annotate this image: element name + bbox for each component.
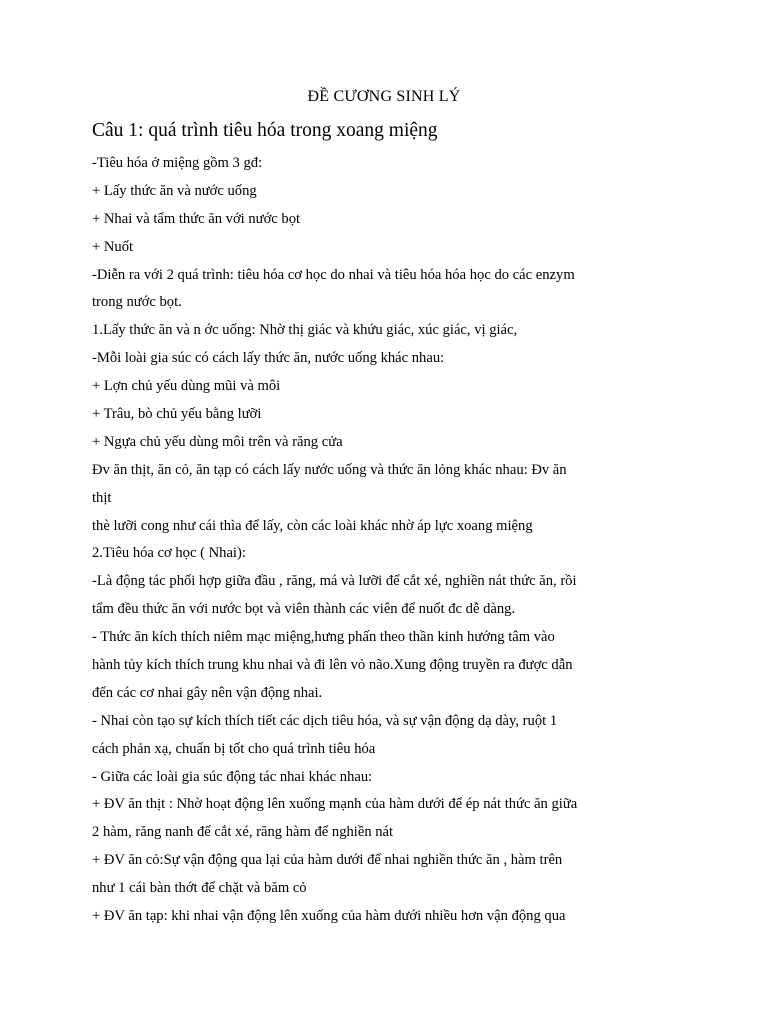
text-line: - Giữa các loài gia súc động tác nhai khác nhau: bbox=[92, 768, 373, 785]
text-line: trong nước bọt. bbox=[92, 294, 182, 311]
text-line: -Tiêu hóa ở miệng gồm 3 gđ: bbox=[92, 155, 263, 171]
text-line: thịt bbox=[92, 489, 112, 506]
text-line: + ĐV ăn tạp: khi nhai vận động lên xuống của hàm dưới nhiều hơn vận động qua bbox=[92, 908, 566, 925]
text-line: 2 hàm, răng nanh để cắt xé, răng hàm để nghiền nát bbox=[92, 824, 394, 841]
text-line: + Nhai và tẩm thức ăn với nước bọt bbox=[92, 210, 301, 227]
text-line: - Thức ăn kích thích niêm mạc miệng,hưng phấn theo thần kinh hướng tâm vào bbox=[92, 629, 555, 646]
text-line: + ĐV ăn cỏ:Sự vận động qua lại của hàm dưới để nhai nghiền thức ăn , hàm trên bbox=[92, 852, 563, 869]
text-line: + ĐV ăn thịt : Nhờ hoạt động lên xuống mạnh của hàm dưới để ép nát thức ăn giữa bbox=[92, 796, 578, 813]
text-line: + Lấy thức ăn và nước uống bbox=[92, 182, 257, 199]
text-line: -Diễn ra với 2 quá trình: tiêu hóa cơ học do nhai và tiêu hóa hóa học do các enzym bbox=[92, 266, 575, 283]
text-line: -Là động tác phối hợp giữa đầu , răng, má và lưỡi để cắt xé, nghiền nát thức ăn, rồi bbox=[92, 573, 577, 590]
text-line: thè lưỡi cong như cái thìa để lấy, còn các loài khác nhờ áp lực xoang miệng bbox=[92, 517, 533, 534]
text-line: 1.Lấy thức ăn và n ớc uống: Nhờ thị giác và khứu giác, xúc giác, vị giác, bbox=[92, 322, 518, 339]
text-line: + Nuốt bbox=[92, 238, 134, 255]
document-body bbox=[92, 150, 622, 931]
text-line: -Mỗi loài gia súc có cách lấy thức ăn, nước uống khác nhau: bbox=[92, 350, 445, 367]
text-line: 2.Tiêu hóa cơ học ( Nhai): bbox=[92, 545, 246, 562]
text-line: + Trâu, bò chủ yếu bằng lưỡi bbox=[92, 406, 262, 423]
text-line: tẩm đều thức ăn với nước bọt và viên thành các viên để nuốt đc dễ dàng. bbox=[92, 601, 516, 618]
text-line: + Lợn chủ yếu dùng mũi và môi bbox=[92, 378, 281, 395]
text-line: đến các cơ nhai gây nên vận động nhai. bbox=[92, 684, 323, 701]
text-line: như 1 cái bàn thớt để chặt và băm cỏ bbox=[92, 880, 307, 897]
text-line: + Ngựa chủ yếu dùng môi trên và răng cửa bbox=[92, 433, 343, 450]
document-title: ĐỀ CƯƠNG SINH LÝ bbox=[307, 88, 461, 105]
text-line: Đv ăn thịt, ăn cỏ, ăn tạp có cách lấy nước uống và thức ăn lỏng khác nhau: Đv ăn bbox=[92, 461, 567, 478]
text-line: - Nhai còn tạo sự kích thích tiết các dịch tiêu hóa, và sự vận động dạ dày, ruột 1 bbox=[92, 712, 558, 729]
text-line: hành tủy kích thích trung khu nhai và đi lên vỏ não.Xung động truyền ra được dẫn bbox=[92, 657, 573, 674]
text-line: cách phản xạ, chuẩn bị tốt cho quá trình tiêu hóa bbox=[92, 740, 376, 757]
question-heading: Câu 1: quá trình tiêu hóa trong xoang miệng bbox=[92, 120, 438, 141]
